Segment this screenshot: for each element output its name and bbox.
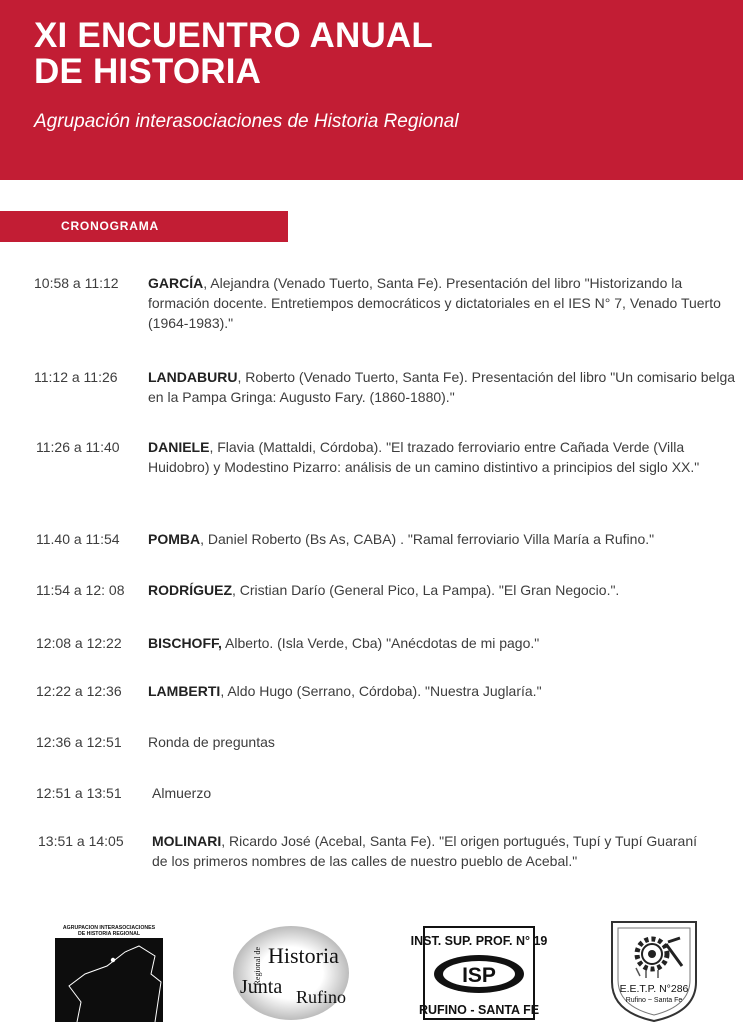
- schedule-description: [148, 273, 738, 333]
- schedule-description: [152, 783, 742, 803]
- eetp-logo-line1: E.E.T.P. N°286: [619, 983, 689, 995]
- isp-logo-bottom: RUFINO - SANTA FE: [418, 1003, 540, 1017]
- speaker-details: , Cristian Darío (General Pico, La Pampa). "El Gran Negocio.".: [232, 582, 620, 598]
- schedule-time: 12:08 a 12:22: [36, 635, 122, 651]
- agrupacion-logo-line2: DE HISTORIA REGIONAL: [78, 931, 140, 937]
- speaker-details: , Flavia (Mattaldi, Córdoba). "El trazado ferroviario entre Cañada Verde (Villa Huidobro) y Modestino Pizarro: análisis de un camino distintivo a principios del siglo XX.": [148, 439, 700, 475]
- schedule-description: [148, 681, 738, 701]
- schedule-description: [148, 580, 738, 600]
- isp-logo: [410, 926, 548, 1020]
- speaker-details: , Aldo Hugo (Serrano, Córdoba). "Nuestra Juglaría.": [220, 683, 542, 699]
- junta-historia-logo: [232, 921, 350, 1021]
- isp-logo-top: INST. SUP. PROF. N° 19: [410, 934, 548, 948]
- junta-logo-historia: Historia: [268, 943, 339, 968]
- junta-logo-junta: Junta: [240, 976, 283, 998]
- isp-logo-center: ISP: [462, 964, 496, 987]
- schedule-activity: Almuerzo: [152, 785, 212, 801]
- junta-logo-regional: Regional de: [253, 947, 262, 986]
- speaker-details: , Alejandra (Venado Tuerto, Santa Fe). Presentación del libro "Historizando la formación docente. Entretiempos democráticos y dictatoriales en el IES N° 7, Venado Tuerto (1964-1983).": [148, 275, 721, 331]
- eetp-logo-line2: Rufino ~ Santa Fe: [625, 997, 683, 1004]
- schedule-description: [148, 633, 738, 653]
- schedule-time: 11:26 a 11:40: [36, 439, 120, 455]
- header-banner: [0, 0, 743, 180]
- speaker-details: , Ricardo José (Acebal, Santa Fe). "El origen portugués, Tupí y Tupí Guaraní de los primeros nombres de las calles de nuestro pueblo de Acebal.": [152, 833, 697, 869]
- section-label-cronograma: CRONOGRAMA: [0, 211, 288, 242]
- schedule-activity: Ronda de preguntas: [148, 734, 275, 750]
- schedule-description: [152, 831, 712, 871]
- agrupacion-logo-line1: AGRUPACION INTERASOCIACIONES: [62, 925, 156, 931]
- schedule-time: 11:54 a 12: 08: [36, 582, 125, 598]
- schedule-time: 11.40 a 11:54: [36, 531, 120, 547]
- agrupacion-logo: [55, 922, 163, 1022]
- speaker-details: , Roberto (Venado Tuerto, Santa Fe). Presentación del libro "Un comisario belga en la Pampa Gringa: Augusto Fary. (1860-1880).": [148, 369, 736, 405]
- speaker-surname: RODRÍGUEZ: [148, 582, 232, 598]
- schedule-description: [148, 732, 738, 752]
- speaker-surname: BISCHOFF,: [148, 635, 222, 651]
- speaker-surname: DANIELE: [148, 439, 210, 455]
- schedule-time: 12:36 a 12:51: [36, 734, 122, 750]
- schedule-time: 12:51 a 13:51: [36, 785, 122, 801]
- speaker-details: , Daniel Roberto (Bs As, CABA) . "Ramal ferroviario Villa María a Rufino.": [200, 531, 655, 547]
- schedule-description: [148, 437, 738, 477]
- schedule-time: 13:51 a 14:05: [38, 833, 124, 849]
- speaker-details: Alberto. (Isla Verde, Cba) "Anécdotas de mi pago.": [221, 635, 540, 651]
- schedule-time: 12:22 a 12:36: [36, 683, 122, 699]
- speaker-surname: LAMBERTI: [148, 683, 221, 699]
- schedule-description: [148, 529, 738, 549]
- eetp-logo: [606, 920, 702, 1023]
- junta-logo-rufino: Rufino: [296, 987, 347, 1007]
- event-title-line1: XI ENCUENTRO ANUAL: [34, 16, 433, 55]
- schedule-time: 11:12 a 11:26: [34, 369, 118, 385]
- event-subtitle: Agrupación interasociaciones de Historia Regional: [34, 111, 459, 132]
- schedule-description: [148, 367, 738, 407]
- speaker-surname: GARCÍA: [148, 275, 204, 291]
- sponsor-logos: [0, 915, 743, 1024]
- event-title-line2: DE HISTORIA: [34, 52, 262, 91]
- speaker-surname: POMBA: [148, 531, 201, 547]
- speaker-surname: LANDABURU: [148, 369, 238, 385]
- event-title: [34, 18, 433, 90]
- schedule-time: 10:58 a 11:12: [34, 275, 119, 291]
- speaker-surname: MOLINARI: [152, 833, 222, 849]
